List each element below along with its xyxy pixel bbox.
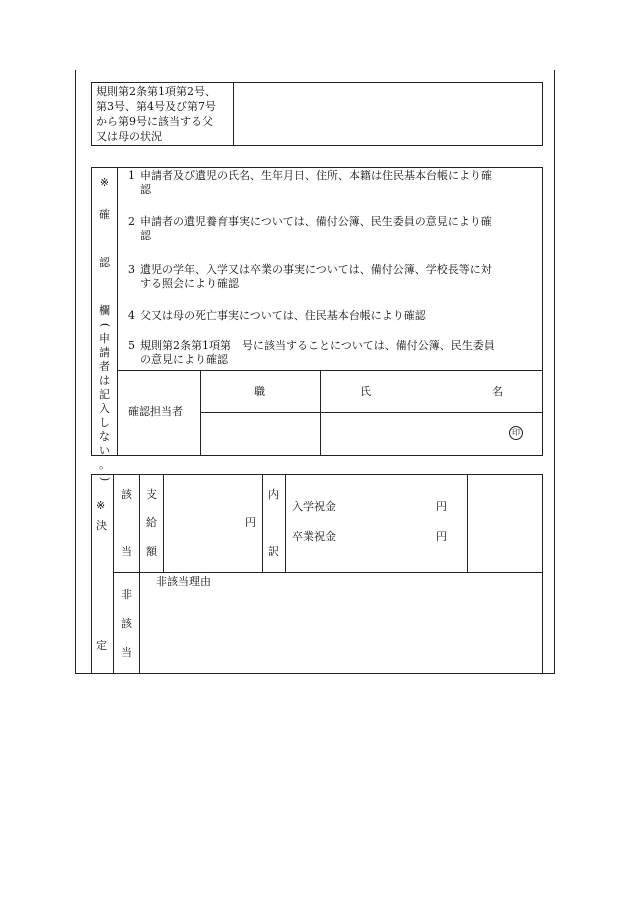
note-char: し bbox=[99, 416, 110, 429]
sotsugyo-yen: 円 bbox=[436, 530, 447, 543]
divider bbox=[113, 474, 114, 674]
shikyu-yen: 円 bbox=[245, 516, 256, 529]
confirm-mark: ※ bbox=[99, 176, 110, 189]
name-column-header-1: 氏 bbox=[360, 385, 371, 398]
header-char: 確 bbox=[99, 208, 110, 221]
title-column-header: 職 bbox=[254, 385, 265, 398]
item-number: 4 bbox=[128, 309, 135, 322]
higaitou-char: 非 bbox=[121, 588, 132, 601]
header-char: 欄 bbox=[99, 304, 110, 317]
staff-title-cell[interactable] bbox=[201, 413, 319, 455]
item-number: 1 bbox=[128, 169, 135, 182]
status-label-line: 第3号、第4号及び第7号 bbox=[96, 100, 216, 113]
item-text: 遺児の学年、入学又は卒業の事実については、備付公簿、学校長等に対 bbox=[140, 263, 492, 276]
confirm-item bbox=[128, 309, 426, 323]
decision-mark: ※ bbox=[96, 499, 106, 512]
divider bbox=[117, 167, 118, 456]
note-char: 者 bbox=[99, 360, 110, 373]
seal-text: 印 bbox=[512, 428, 520, 437]
item-line: する照会により確認 bbox=[140, 277, 239, 290]
decision-char: 決 bbox=[96, 519, 107, 532]
divider bbox=[285, 474, 286, 572]
confirm-item bbox=[128, 169, 492, 197]
item-text: 申請者及び遺児の氏名、生年月日、住所、本籍は住民基本台帳により確 bbox=[140, 169, 492, 182]
item-text: 規則第2条第1項第 号に該当することについては、備付公簿、民生委員 bbox=[140, 339, 495, 352]
nyugaku-yen: 円 bbox=[436, 500, 447, 513]
note-char: 入 bbox=[99, 402, 110, 415]
note-char: 請 bbox=[99, 346, 110, 359]
note-char: な bbox=[99, 430, 110, 443]
item-line: 認 bbox=[140, 183, 151, 196]
confirm-item bbox=[128, 215, 492, 243]
item-number: 5 bbox=[128, 339, 135, 352]
decision-char: 定 bbox=[96, 639, 107, 652]
confirmation-header bbox=[92, 170, 117, 486]
gaitou-char: 当 bbox=[121, 545, 132, 558]
status-value-cell[interactable] bbox=[234, 83, 542, 145]
divider bbox=[117, 370, 543, 371]
status-label-line: 規則第2条第1項第2号、 bbox=[96, 85, 216, 98]
item-line: 認 bbox=[140, 229, 151, 242]
divider bbox=[113, 572, 543, 573]
uchiwake-char: 内 bbox=[268, 488, 279, 501]
header-note bbox=[92, 318, 117, 486]
shikyu-char: 額 bbox=[146, 545, 157, 558]
seal-icon bbox=[509, 426, 523, 440]
staff-label: 確認担当者 bbox=[128, 405, 183, 418]
note-char: 申 bbox=[99, 332, 110, 345]
name-column-header-2: 名 bbox=[492, 385, 503, 398]
item-number: 3 bbox=[128, 263, 135, 276]
note-char: い bbox=[99, 444, 110, 457]
note-char: 。 bbox=[99, 458, 110, 471]
confirm-item bbox=[128, 339, 495, 367]
shikyu-char: 給 bbox=[146, 516, 157, 529]
breakdown-extra-cell[interactable] bbox=[468, 475, 542, 571]
status-label-line: から第9号に該当する父 bbox=[96, 115, 213, 128]
higaitou-reason-field[interactable] bbox=[140, 590, 542, 673]
divider bbox=[262, 474, 263, 572]
item-line: の意見により確認 bbox=[140, 353, 228, 366]
higaitou-reason-label: 非該当理由 bbox=[156, 575, 211, 588]
uchiwake-char: 訳 bbox=[268, 545, 279, 558]
shikyu-char: 支 bbox=[146, 488, 157, 501]
item-text: 父又は母の死亡事実については、住民基本台帳により確認 bbox=[140, 309, 426, 322]
item-line bbox=[128, 339, 495, 353]
status-label bbox=[96, 84, 216, 144]
note-char: 記 bbox=[99, 388, 110, 401]
gaitou-char: 該 bbox=[121, 488, 132, 501]
note-char: ) bbox=[98, 476, 112, 482]
item-line bbox=[128, 215, 492, 229]
confirm-item bbox=[128, 263, 492, 291]
nyugaku-label: 入学祝金 bbox=[292, 500, 336, 513]
payment-amount-cell[interactable] bbox=[164, 475, 242, 571]
item-line bbox=[128, 309, 426, 323]
sotsugyo-label: 卒業祝金 bbox=[292, 530, 336, 543]
item-text: 申請者の遺児養育事実については、備付公簿、民生委員の意見により確 bbox=[140, 215, 492, 228]
item-line bbox=[128, 263, 492, 277]
item-line bbox=[128, 169, 492, 183]
note-char: は bbox=[99, 374, 110, 387]
status-label-line: 又は母の状況 bbox=[96, 130, 162, 143]
header-char: 認 bbox=[99, 256, 110, 269]
item-number: 2 bbox=[128, 215, 135, 228]
higaitou-char: 該 bbox=[121, 617, 132, 630]
note-char: ( bbox=[98, 322, 112, 328]
higaitou-char: 当 bbox=[121, 646, 132, 659]
